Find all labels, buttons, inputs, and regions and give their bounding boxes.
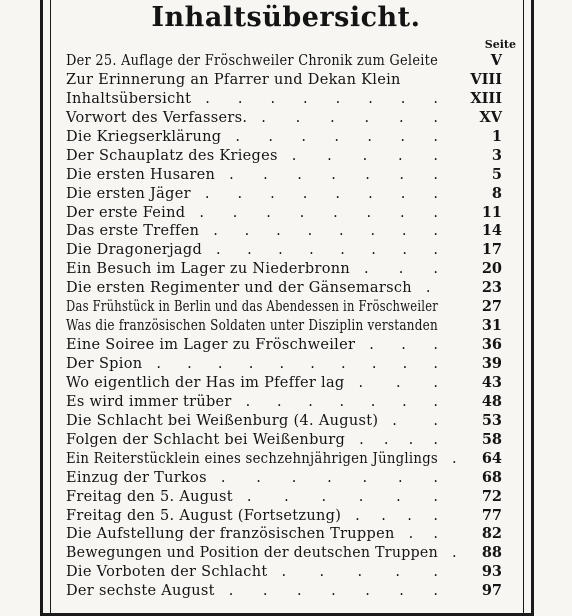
toc-page-number: 48 — [481, 392, 502, 410]
toc-leader-dots: . . . . . . . — [235, 128, 450, 145]
toc-leader-dots: . . . . — [359, 431, 446, 448]
toc-page-number: 27 — [481, 298, 502, 316]
toc-entry — [66, 146, 502, 166]
toc-leader-dots: . . . . . — [291, 147, 452, 164]
toc-leader-dots: . — [452, 545, 457, 562]
toc-page-number: 97 — [481, 582, 502, 600]
toc-entry-title: Der sechste August — [66, 583, 215, 600]
toc-entry — [66, 260, 502, 279]
toc-page-number: 3 — [491, 146, 502, 164]
toc-page-number: 20 — [481, 260, 502, 278]
toc-entry — [66, 487, 502, 507]
toc-entry-title: Die Dragonerjagd — [66, 242, 203, 259]
toc-entry-title: Vorwort des Verfassers. — [66, 109, 248, 126]
toc-entry — [66, 222, 502, 241]
toc-entry — [66, 563, 502, 582]
toc-page-number: 31 — [481, 317, 502, 335]
toc-page-number: 17 — [481, 241, 502, 259]
toc-entry-title: Es wird immer trüber — [66, 393, 232, 410]
toc-entry-title: Bewegungen und Position der deutschen Truppen — [66, 545, 438, 562]
toc-entry-title: Die Vorboten der Schlacht — [66, 564, 268, 581]
toc-leader-dots: . . . . . . . . — [216, 242, 449, 259]
toc-entry — [66, 544, 502, 563]
toc-leader-dots: . . . . . . . . — [205, 90, 450, 107]
toc-entry-title: Freitag den 5. August (Fortsetzung) — [66, 507, 342, 524]
toc-entry-title: Folgen der Schlacht bei Weißenburg — [66, 431, 346, 448]
toc-entry-title: Die Schlacht bei Weißenburg (4. August) — [66, 412, 379, 429]
toc-entry-title: Was die französischen Soldaten unter Disziplin verstanden — [66, 318, 438, 335]
toc-entry — [66, 525, 502, 544]
toc-entry — [66, 411, 502, 431]
toc-entry — [66, 449, 502, 469]
toc-leader-dots: . . . . . . . . — [213, 223, 450, 240]
toc-page-number: 23 — [481, 279, 502, 297]
toc-leader-dots: . . . . . . . . — [204, 185, 450, 202]
toc-entry-title: Die Kriegserklärung — [66, 128, 222, 145]
toc-entry-title: Wo eigentlich der Has im Pfeffer lag — [66, 374, 345, 391]
page-column-header: Seite — [484, 38, 516, 51]
toc-entry — [66, 392, 502, 412]
toc-page-number: 72 — [481, 487, 502, 505]
toc-entry — [66, 430, 502, 450]
toc-page-number: 93 — [481, 563, 502, 581]
table-of-contents — [66, 52, 502, 601]
toc-page-number: VIII — [470, 70, 502, 88]
toc-page-number: 36 — [481, 336, 502, 354]
toc-entry-title: Der Schauplatz des Krieges — [66, 147, 278, 164]
toc-entry — [66, 241, 502, 260]
toc-entry — [66, 279, 502, 298]
toc-entry-title: Eine Soiree im Lager zu Fröschweiler — [66, 337, 356, 354]
toc-entry — [66, 89, 502, 109]
toc-entry-title: Das Frühstück in Berlin und das Abendessen in Fröschweiler — [66, 299, 438, 316]
toc-page-number: 11 — [481, 203, 502, 221]
toc-entry — [66, 70, 502, 90]
toc-entry — [66, 203, 502, 223]
toc-page-number: 53 — [481, 411, 502, 429]
toc-page-number: 68 — [481, 468, 502, 486]
toc-entry-title: Zur Erinnerung an Pfarrer und Dekan Klein — [66, 71, 401, 88]
toc-entry — [66, 506, 502, 526]
toc-leader-dots: . . . . — [355, 507, 447, 524]
toc-entry-title: Ein Besuch im Lager zu Niederbronn — [66, 261, 351, 278]
toc-leader-dots: . . . . . . — [246, 488, 453, 505]
toc-leader-dots: . — [425, 280, 431, 297]
toc-page-number: 43 — [481, 373, 502, 391]
toc-entry — [66, 165, 502, 185]
toc-leader-dots: . . . — [358, 374, 453, 391]
toc-leader-dots: . . . — [364, 261, 451, 278]
toc-page-number: 58 — [481, 430, 502, 448]
toc-leader-dots: . — [452, 450, 457, 467]
toc-entry-title: Die ersten Jäger — [66, 185, 191, 202]
toc-entry — [66, 298, 502, 317]
toc-leader-dots: . . . . . . . . . . — [156, 356, 449, 372]
toc-page-number: XV — [479, 108, 502, 126]
toc-leader-dots: . . . . . . . — [245, 393, 450, 410]
toc-page-number: 64 — [481, 449, 502, 467]
toc-page-number: 39 — [481, 355, 502, 372]
toc-leader-dots: . . . . . . . — [220, 469, 452, 486]
toc-entry-title: Einzug der Turkos — [66, 469, 207, 486]
toc-entry — [66, 108, 502, 128]
toc-page-number: 5 — [491, 165, 502, 183]
toc-entry — [66, 336, 502, 355]
toc-entry-title: Der erste Feind — [66, 204, 186, 221]
toc-entry-title: Die Aufstellung der französischen Truppen — [66, 526, 395, 543]
toc-entry — [66, 582, 502, 601]
toc-leader-dots: . . — [408, 526, 446, 543]
toc-entry — [66, 184, 502, 204]
toc-entry — [66, 127, 502, 147]
toc-entry-title: Das erste Treffen — [66, 223, 200, 240]
toc-entry-title: Die ersten Regimenter und der Gänsemarsch — [66, 280, 412, 297]
toc-entry-title: Der 25. Auflage der Fröschweiler Chronik zum Geleite — [66, 53, 438, 69]
toc-entry — [66, 355, 502, 374]
toc-leader-dots: . . . . . . . — [228, 583, 451, 600]
toc-leader-dots: . . . . . . — [261, 109, 451, 126]
toc-leader-dots: . . . . . . . . — [199, 204, 451, 221]
toc-entry — [66, 52, 502, 71]
toc-leader-dots: . . — [392, 412, 454, 429]
toc-entry-title: Ein Reiterstücklein eines sechzehnjährigen Jünglings — [66, 450, 438, 467]
page-title: Inhaltsübersicht. — [151, 2, 421, 33]
toc-page-number: 1 — [491, 127, 502, 145]
toc-entry-title: Der Spion — [66, 356, 143, 372]
toc-leader-dots: . . . — [369, 337, 450, 354]
toc-page-number: 14 — [481, 222, 502, 240]
toc-leader-dots: . . . . . . . — [229, 166, 451, 183]
toc-page-number: V — [490, 52, 502, 69]
toc-entry — [66, 468, 502, 488]
toc-page-number: 8 — [491, 184, 502, 202]
toc-entry — [66, 317, 502, 336]
toc-page-number: 82 — [481, 525, 502, 543]
toc-page-number: XIII — [470, 89, 502, 107]
toc-page-number: 77 — [481, 506, 502, 524]
toc-entry-title: Inhaltsübersicht — [66, 90, 192, 107]
toc-entry-title: Die ersten Husaren — [66, 166, 216, 183]
toc-entry — [66, 373, 502, 393]
toc-leader-dots: . . . . . — [281, 564, 453, 581]
toc-page-number: 88 — [481, 544, 502, 562]
toc-entry-title: Freitag den 5. August — [66, 488, 233, 505]
